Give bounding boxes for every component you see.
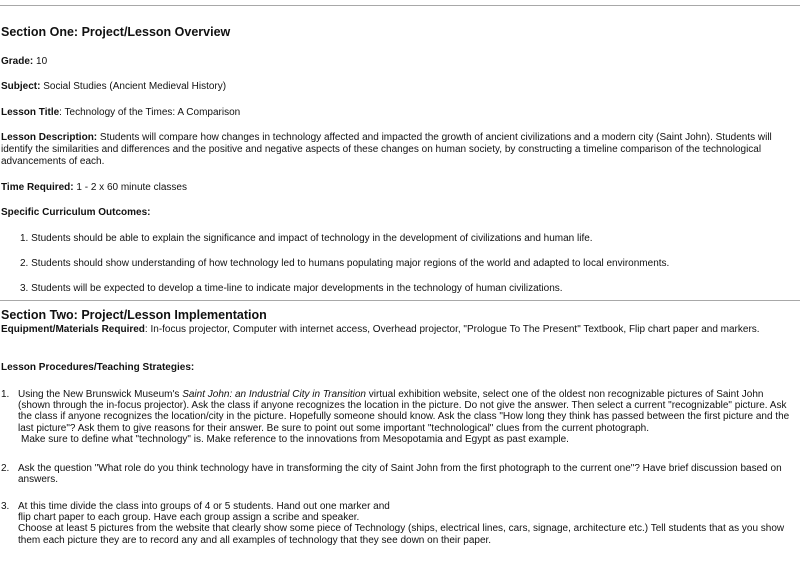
- step3-line-3: Choose at least 5 pictures from the website that clearly show some piece of Technology (ships, electrical lines, cars, signage, architecture etc.) Tell students that as you show them each picture they are to record any and all examples of technology that they see down on their paper.: [18, 523, 785, 546]
- step1-text-rest: virtual exhibition website, select one of the oldest non recognizable pictures of Saint John (shown through the in-focus projector). Ask the class if anyone recognizes the location in the picture. Do not give the answer. Then select a current "recognizable" picture. Ask the class if anyone recognizes the location/city in the picture. Hopefully someone should know. Ask the class "How long they think has passed between the first picture and the last picture"? Ask them to give reasons for their answer. Be sure to point out some important "technological" clues from the current photograph.: [18, 389, 790, 434]
- outcome-item: 3. Students will be expected to develop a time-line to indicate major developments in the technology of human civilizations.: [20, 283, 563, 294]
- section-one-title: Section One: Project/Lesson Overview: [1, 25, 231, 39]
- outcome-item: 2. Students should show understanding of how technology led to humans populating major regions of the world and adapted to local environments.: [20, 258, 670, 269]
- lesson-description: [1, 132, 797, 168]
- lesson-description-label: Lesson Description:: [1, 132, 98, 143]
- top-divider: [0, 5, 800, 6]
- outcomes-heading-text: Specific Curriculum Outcomes:: [1, 207, 151, 218]
- subject-line: [1, 81, 797, 93]
- section-divider: [0, 300, 800, 301]
- lesson-title-label: Lesson Title: [1, 107, 60, 118]
- subject-label: Subject:: [1, 81, 41, 92]
- lesson-title-line: [1, 107, 797, 119]
- procedure-step-2: [1, 463, 795, 485]
- subject-value: Social Studies (Ancient Medieval History): [40, 81, 227, 92]
- step2-text: Ask the question "What role do you think technology have in transforming the city of Saint John from the first photograph to the current one"? Have brief discussion based on answers.: [18, 463, 782, 486]
- procedure-step-3: [1, 501, 795, 546]
- time-required-value: 1 - 2 x 60 minute classes: [73, 182, 187, 193]
- outcome-item: 1. Students should be able to explain the significance and impact of technology in the development of civilizations and human life.: [20, 233, 593, 244]
- grade-label: Grade:: [1, 56, 34, 67]
- procedures-heading: [1, 362, 797, 374]
- lesson-description-value: Students will compare how changes in technology affected and impacted the growth of ancient civilizations and a modern city (Saint John). Students will identify the similarities and differences and the positive and negative aspects of these changes on human society, by constructing a timeline comparison of the technological advancements of each.: [1, 132, 772, 167]
- grade-value: 10: [33, 56, 48, 67]
- step-number: 2.: [1, 463, 10, 474]
- exhibition-title: Saint John: an Industrial City in Transition: [182, 389, 366, 400]
- step3-line-1: At this time divide the class into groups of 4 or 5 students. Hand out one marker and: [18, 501, 390, 512]
- time-required-line: [1, 182, 797, 194]
- procedure-step-1: [1, 389, 795, 445]
- equipment-value: : In-focus projector, Computer with internet access, Overhead projector, "Prologue To The Present" Textbook, Flip chart paper and markers.: [144, 324, 760, 335]
- procedures-heading-text: Lesson Procedures/Teaching Strategies:: [1, 362, 195, 373]
- section-two-title: Section Two: Project/Lesson Implementation: [1, 308, 267, 322]
- step1-text-start: Using the New Brunswick Museum's: [18, 389, 183, 400]
- grade-line: [1, 56, 797, 68]
- lesson-title-value: : Technology of the Times: A Comparison: [59, 107, 241, 118]
- equipment-line: [1, 324, 797, 336]
- time-required-label: Time Required:: [1, 182, 74, 193]
- step1-text-extra: Make sure to define what "technology" is. Make reference to the innovations from Mesopotamia and Egypt as past example.: [21, 433, 569, 445]
- step3-line-2: flip chart paper to each group. Have each group assign a scribe and speaker.: [18, 512, 360, 524]
- step-number: 1.: [1, 389, 10, 400]
- step-number: 3.: [1, 501, 10, 512]
- outcomes-heading: [1, 207, 797, 219]
- equipment-label: Equipment/Materials Required: [1, 324, 145, 335]
